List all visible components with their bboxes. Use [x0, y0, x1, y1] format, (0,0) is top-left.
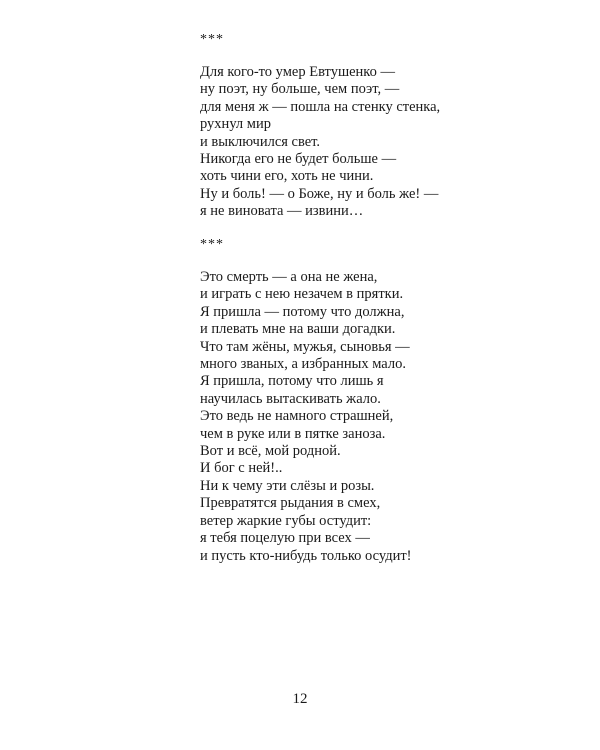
poem-separator: *** — [200, 237, 224, 252]
poem-line: хоть чини его, хоть не чини. — [200, 168, 374, 185]
poem-1 — [200, 32, 540, 221]
poem-2 — [200, 237, 540, 565]
poem-line: и выключился свет. — [200, 133, 321, 150]
poem-line: для меня ж — пошла на стенку стенка, — [200, 98, 441, 115]
poem-line: Это смерть — а она не жена, — [200, 269, 378, 285]
poem-line: научилась вытаскивать жало. — [200, 390, 381, 407]
poem-line: Я пришла — потому что должна, — [200, 303, 405, 320]
poem-separator: *** — [200, 32, 224, 47]
poem-line: и плевать мне на ваши догадки. — [200, 321, 396, 338]
poem-line: рухнул мир — [200, 116, 271, 133]
poem-line: Для кого-то умер Евтушенко — — [200, 64, 395, 80]
poem-line: ветер жаркие губы остудит: — [200, 512, 372, 529]
poem-line: ну поэт, ну больше, чем поэт, — — [200, 81, 400, 98]
poem-line: Вот и всё, мой родной. — [200, 443, 341, 460]
poem-line: я не виновата — извини… — [200, 203, 364, 220]
poem-line: Никогда его не будет больше — — [200, 151, 397, 168]
poem-line: Это ведь не намного страшней, — [200, 408, 394, 425]
poem-line: Я пришла, потому что лишь я — [200, 373, 384, 390]
poem-line: Что там жёны, мужья, сыновья — — [200, 338, 410, 355]
poem-line: я тебя поцелую при всех — — [200, 530, 370, 547]
poem-line: Ну и боль! — о Боже, ну и боль же! — — [200, 185, 439, 202]
poem-1-text — [200, 64, 540, 221]
poem-line: и пусть кто-нибудь только осудит! — [200, 547, 412, 564]
poem-line: И бог с ней!.. — [200, 460, 283, 477]
page-number: 12 — [292, 691, 308, 707]
poem-line: и играть с нею незачем в прятки. — [200, 286, 404, 303]
poem-line: Ни к чему эти слёзы и розы. — [200, 477, 375, 494]
poem-2-text — [200, 269, 540, 565]
poem-line: много званых, а избранных мало. — [200, 356, 406, 373]
poem-line: чем в руке или в пятке заноза. — [200, 425, 386, 442]
poem-line: Превратятся рыдания в смех, — [200, 495, 381, 512]
